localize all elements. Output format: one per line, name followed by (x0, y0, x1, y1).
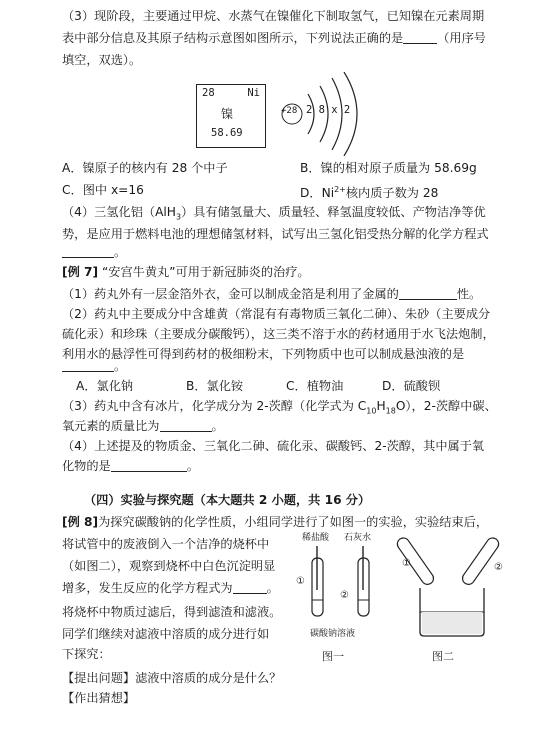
fig1-label-left: 稀盐酸 (302, 533, 330, 543)
ex7-option-a: A．氯化钠 (76, 379, 134, 393)
q4-line3-end: 。 (114, 245, 127, 259)
ex7-part2-l1: （2）药丸中主要成分中含雄黄（常混有有毒物质三氧化二砷）、朱砂（主要成分 (62, 307, 491, 321)
fig1-caption: 图一 (322, 650, 344, 663)
ex8-line2: 将试管中的废液倒入一个洁净的烧杯中 (62, 537, 270, 551)
q3-line2a: 表中部分信息及其原子结构示意图如图所示，下列说法正确的是 (62, 31, 404, 45)
ex7-option-d: D．硫酸钡 (382, 379, 441, 393)
q3-option-d (300, 182, 438, 201)
fig1-num2: ② (340, 590, 349, 601)
ex7-option-c: C．植物油 (286, 379, 344, 393)
ex8-tag: [例 8] (62, 515, 99, 529)
q4-line1 (62, 204, 486, 225)
answer-blank (233, 581, 267, 594)
answer-blank (62, 359, 114, 372)
q3-option-d-post: 核内质子数为 28 (345, 186, 439, 201)
q3-option-c: C．图中 x=16 (62, 183, 144, 197)
q3-option-a: A．镍原子的核内有 28 个中子 (62, 161, 228, 175)
fig2-num1: ① (402, 558, 411, 569)
ex8-line9: 【作出猜想】 (62, 691, 136, 705)
answer-blank (160, 419, 212, 432)
q3-line3: 填空，双选）。 (62, 53, 142, 67)
ex7-part3-sub1: 10 (366, 406, 377, 416)
ex7-title: “安宫牛黄丸”可用于新冠肺炎的治疗。 (101, 265, 310, 279)
q4-line1-sub: 3 (175, 212, 182, 222)
ex8-line6: 同学们继续对滤液中溶质的成分进行如 (62, 627, 270, 641)
answer-blank (399, 287, 457, 300)
q3-line1: （3）现阶段，主要通过甲烷、水蒸气在镍催化下制取氢气，已知镍在元素周期 (62, 9, 485, 23)
ex7-part3-l2-pre: 氧元素的质量比为 (62, 419, 160, 433)
ex8-line7: 下探究： (62, 647, 111, 661)
fig1-label-right: 石灰水 (344, 533, 372, 543)
ex7-part2-l3: 利用水的悬浮性可得到药材的极细粉末，下列物质中也可以制成悬浊液的是 (62, 347, 465, 361)
q4-line3 (62, 244, 126, 260)
fig1-bottom-label: 碳酸钠溶液 (310, 629, 356, 639)
q4-line1-post: ）具有储氢量大、质量轻、释氢温度较低、产物洁净等优 (181, 205, 486, 219)
answer-blank (111, 459, 187, 472)
ex8-line4 (62, 580, 279, 596)
ex7-part3-l2 (62, 418, 224, 434)
ex7-part4-l1: （4）上述提及的物质金、三氧化二砷、硫化汞、碳酸钙、2-茨醇，其中属于氧 (62, 439, 485, 453)
ex7-part1-post: 性。 (456, 287, 482, 301)
answer-blank (62, 245, 114, 258)
ex7-part4-l2-pre: 化物的是 (62, 459, 111, 473)
ex7-part4-l2 (62, 458, 199, 474)
ex8-line1 (62, 514, 488, 530)
q3-line2 (62, 30, 486, 46)
ex8-line4-post: 。 (266, 581, 279, 595)
element-name: 镍 (221, 107, 234, 121)
ex8-line4-pre: 增多，发生反应的化学方程式为 (62, 581, 233, 595)
ex7-part3-sub2: 18 (385, 406, 396, 416)
answer-blank (403, 31, 437, 44)
ex7-part1-pre: （1）药丸外有一层金箔外衣，金可以制成金箔是利用了金属的 (62, 287, 399, 301)
ex7-part2-l4-end: 。 (114, 359, 127, 373)
ex7-part3-l1 (62, 398, 497, 419)
figure-1-test-tubes (300, 538, 380, 638)
ex7-part3-l2-post: 。 (211, 419, 224, 433)
ex7-part2-l2: 硫化汞）和珍珠（主要成分碳酸钙），这三类不溶于水的药材通用于水飞法炮制， (62, 327, 495, 341)
fig1-num1: ① (296, 576, 305, 587)
ex8-line3: （如图二），观察到烧杯中白色沉淀明显 (62, 559, 276, 573)
section-heading: （四）实验与探究题（本大题共 2 小题，共 16 分） (84, 493, 371, 507)
q4-line2: 势，是应用于燃料电池的理想储氢材料，试写出三氢化铝受热分解的化学方程式 (62, 227, 489, 241)
ex8-line5: 将烧杯中物质过滤后，得到滤渣和滤液。 (62, 605, 282, 619)
beaker-liquid (422, 612, 482, 634)
atomic-mass: 58.69 (211, 127, 243, 139)
ex7-part1 (62, 286, 481, 302)
nucleus-charge: +28 (281, 106, 298, 116)
ex7-part3-post: O），2-茨醇中碳、 (395, 399, 497, 413)
ex7-option-b: B．氯化铵 (186, 379, 244, 393)
electron-counts: 2 8 x 2 (306, 104, 351, 116)
ex7-title-line (62, 264, 310, 280)
q3-option-b: B．镍的相对原子质量为 58.69g (300, 161, 477, 175)
element-tile (196, 84, 266, 148)
q3-option-d-sup: 2+ (334, 185, 346, 194)
ex7-part3-mid: H (376, 399, 386, 413)
ex8-line1-text: 为探究碳酸钠的化学性质，小组同学进行了如图一的实验，实验结束后， (98, 515, 489, 529)
ex7-part3-pre: （3）药丸中含有冰片，化学成分为 2-茨醇（化学式为 C (62, 399, 367, 413)
ex7-part2-l4 (62, 358, 126, 374)
fig2-num2: ② (494, 562, 503, 573)
q3-line2b: （用序号 (437, 31, 486, 45)
ex8-line8: 【提出问题】滤液中溶质的成分是什么？ (62, 671, 282, 685)
q4-line1-pre: （4）三氢化铝（AlH (62, 205, 176, 219)
ex7-part4-l2-post: 。 (186, 459, 199, 473)
ex7-tag: [例 7] (62, 265, 99, 279)
fig2-caption: 图二 (432, 650, 454, 663)
element-symbol: Ni (247, 87, 260, 99)
figure-2-beaker (394, 532, 504, 642)
atomic-number: 28 (202, 87, 215, 99)
q3-option-d-pre: D．Ni (300, 186, 335, 201)
